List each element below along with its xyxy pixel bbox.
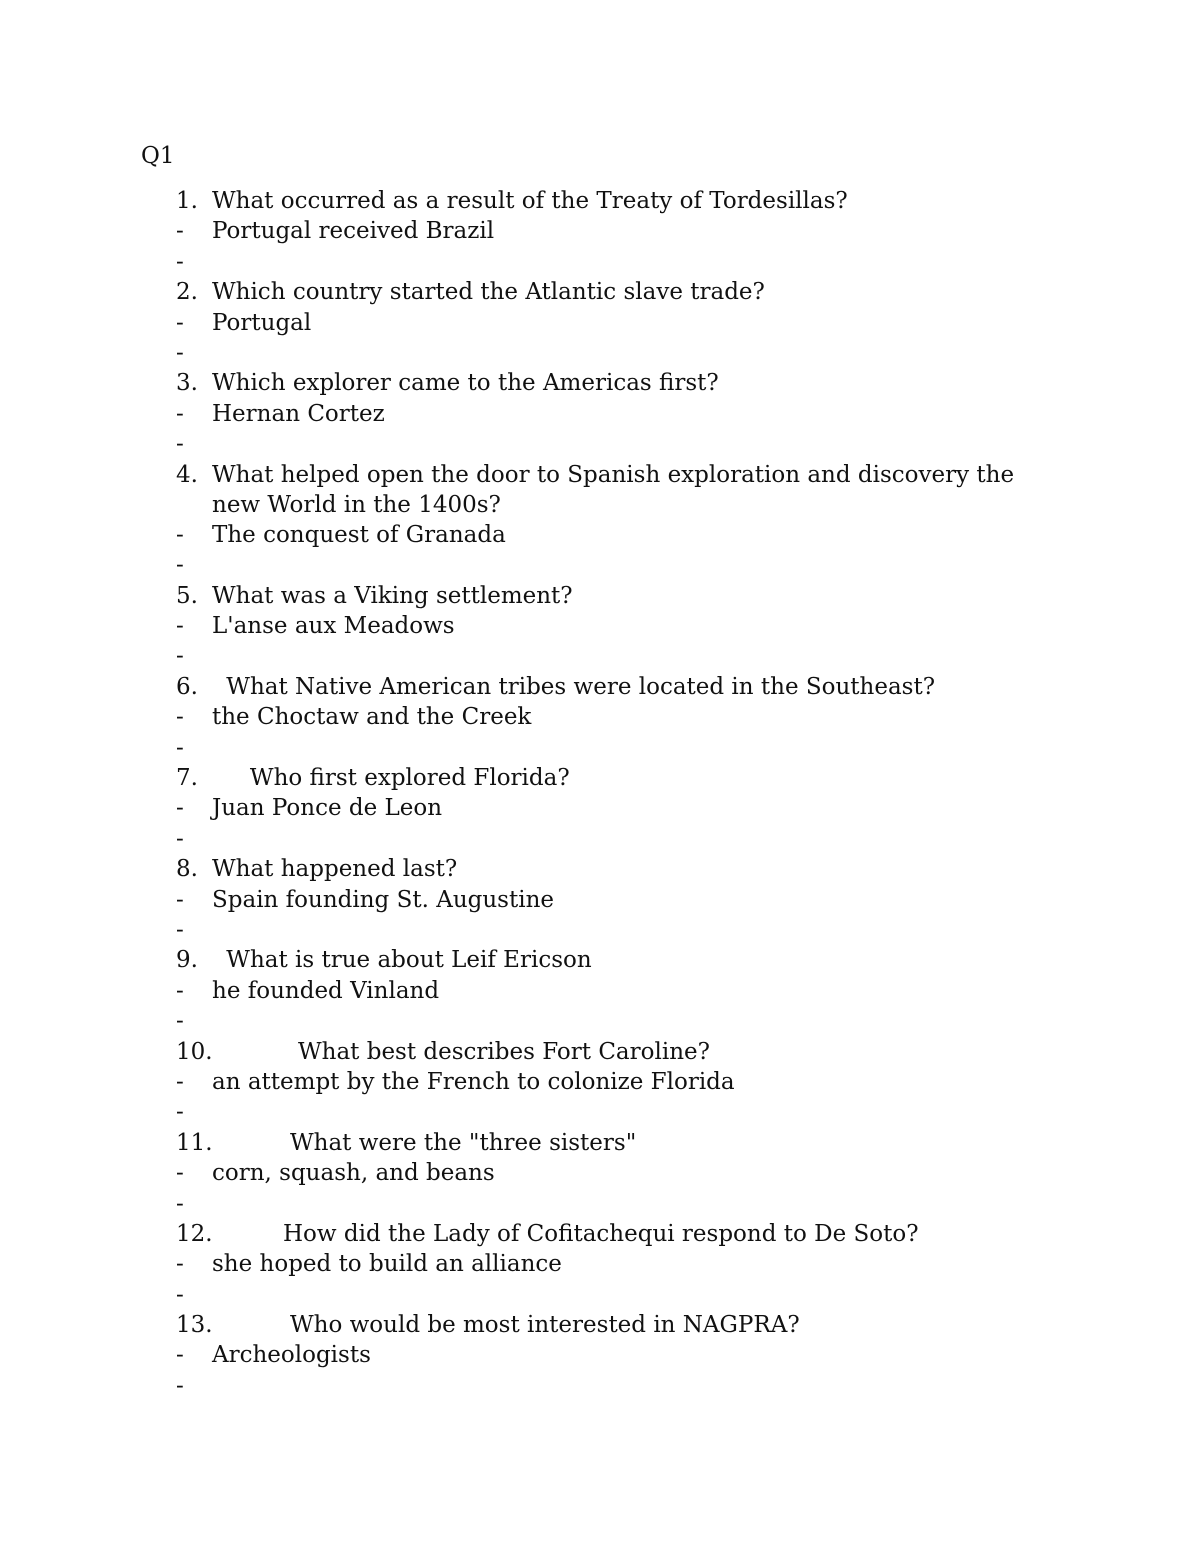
question-number: 3. xyxy=(176,370,198,397)
empty-bullet-line xyxy=(0,641,1200,671)
question-line xyxy=(0,763,1200,793)
answer-bullet-dash: - xyxy=(176,1160,184,1187)
question-text: What happened last? xyxy=(212,856,458,883)
empty-bullet-line xyxy=(0,550,1200,580)
empty-bullet-dash: - xyxy=(176,339,184,366)
question-text-continuation: new World in the 1400s? xyxy=(212,491,501,518)
question-text: What is true about Leif Ericson xyxy=(219,947,592,974)
answer-bullet-dash: - xyxy=(176,521,184,548)
empty-bullet-line xyxy=(0,915,1200,945)
empty-bullet-line xyxy=(0,247,1200,277)
question-text: What was a Viking settlement? xyxy=(212,582,573,609)
answer-bullet-dash: - xyxy=(176,704,184,731)
answer-line xyxy=(0,1067,1200,1097)
question-line xyxy=(0,945,1200,975)
answer-text: Portugal xyxy=(212,309,312,336)
answer-bullet-dash: - xyxy=(176,1068,184,1095)
question-number: 10. xyxy=(176,1038,213,1065)
answer-line xyxy=(0,520,1200,550)
empty-bullet-line xyxy=(0,824,1200,854)
question-line xyxy=(0,1037,1200,1067)
answer-text: Portugal received Brazil xyxy=(212,218,495,245)
question-text: What were the "three sisters" xyxy=(290,1129,637,1156)
question-number: 5. xyxy=(176,582,198,609)
empty-bullet-line xyxy=(0,1371,1200,1401)
empty-bullet-line xyxy=(0,338,1200,368)
answer-line xyxy=(0,1340,1200,1370)
answer-text: Archeologists xyxy=(212,1342,371,1369)
question-number: 12. xyxy=(176,1220,213,1247)
question-text: Who would be most interested in NAGPRA? xyxy=(290,1312,800,1339)
answer-text: he founded Vinland xyxy=(212,977,440,1004)
question-line xyxy=(0,1310,1200,1340)
question-text: Which explorer came to the Americas first? xyxy=(212,370,719,397)
answer-text: an attempt by the French to colonize Florida xyxy=(212,1068,735,1095)
answer-bullet-dash: - xyxy=(176,613,184,640)
question-text: What best describes Fort Caroline? xyxy=(298,1038,710,1065)
question-text: What Native American tribes were located in the Southeast? xyxy=(219,673,936,700)
answer-bullet-dash: - xyxy=(176,1342,184,1369)
empty-bullet-dash: - xyxy=(176,825,184,852)
answer-line xyxy=(0,308,1200,338)
question-number: 4. xyxy=(176,461,198,488)
question-line xyxy=(0,672,1200,702)
answer-line xyxy=(0,399,1200,429)
question-number: 8. xyxy=(176,856,198,883)
question-line xyxy=(0,460,1200,490)
answer-line xyxy=(0,216,1200,246)
question-number: 9. xyxy=(176,947,198,974)
empty-bullet-dash: - xyxy=(176,1099,184,1126)
qa-list xyxy=(0,186,1200,1401)
question-text: Who first explored Florida? xyxy=(228,765,570,792)
question-line xyxy=(0,1128,1200,1158)
empty-bullet-line xyxy=(0,1006,1200,1036)
question-line xyxy=(0,368,1200,398)
answer-bullet-dash: - xyxy=(176,1251,184,1278)
empty-bullet-dash: - xyxy=(176,1281,184,1308)
question-text: What helped open the door to Spanish exploration and discovery the xyxy=(212,461,1015,488)
empty-bullet-dash: - xyxy=(176,734,184,761)
empty-bullet-dash: - xyxy=(176,552,184,579)
answer-text: she hoped to build an alliance xyxy=(212,1251,562,1278)
answer-text: corn, squash, and beans xyxy=(212,1160,495,1187)
question-number: 13. xyxy=(176,1312,213,1339)
answer-bullet-dash: - xyxy=(176,795,184,822)
empty-bullet-dash: - xyxy=(176,248,184,275)
question-line xyxy=(0,581,1200,611)
answer-line xyxy=(0,1249,1200,1279)
answer-line xyxy=(0,702,1200,732)
answer-bullet-dash: - xyxy=(176,977,184,1004)
empty-bullet-line xyxy=(0,1189,1200,1219)
answer-text: the Choctaw and the Creek xyxy=(212,704,532,731)
question-text: How did the Lady of Cofitachequi respond to De Soto? xyxy=(283,1220,919,1247)
answer-bullet-dash: - xyxy=(176,218,184,245)
empty-bullet-dash: - xyxy=(176,431,184,458)
empty-bullet-dash: - xyxy=(176,916,184,943)
question-line xyxy=(0,277,1200,307)
question-number: 6. xyxy=(176,673,198,700)
empty-bullet-line xyxy=(0,733,1200,763)
answer-text: L'anse aux Meadows xyxy=(212,613,455,640)
answer-line xyxy=(0,793,1200,823)
question-number: 1. xyxy=(176,188,198,214)
question-number: 2. xyxy=(176,279,198,306)
empty-bullet-dash: - xyxy=(176,643,184,670)
document-heading: Q1 xyxy=(141,143,175,169)
question-number: 7. xyxy=(176,765,198,792)
question-text: What occurred as a result of the Treaty of Tordesillas? xyxy=(212,188,848,214)
answer-bullet-dash: - xyxy=(176,309,184,336)
answer-line xyxy=(0,611,1200,641)
answer-bullet-dash: - xyxy=(176,400,184,427)
empty-bullet-line xyxy=(0,1280,1200,1310)
empty-bullet-line xyxy=(0,1097,1200,1127)
empty-bullet-dash: - xyxy=(176,1008,184,1035)
answer-line xyxy=(0,976,1200,1006)
question-number: 11. xyxy=(176,1129,213,1156)
empty-bullet-dash: - xyxy=(176,1372,184,1399)
empty-bullet-line xyxy=(0,429,1200,459)
question-line xyxy=(0,1219,1200,1249)
answer-line xyxy=(0,1158,1200,1188)
question-continuation-line xyxy=(0,490,1200,520)
question-line xyxy=(0,186,1200,216)
answer-text: Spain founding St. Augustine xyxy=(212,886,554,913)
answer-text: Hernan Cortez xyxy=(212,400,385,427)
answer-text: Juan Ponce de Leon xyxy=(212,795,443,822)
answer-text: The conquest of Granada xyxy=(212,521,506,548)
empty-bullet-dash: - xyxy=(176,1190,184,1217)
question-text: Which country started the Atlantic slave trade? xyxy=(212,279,765,306)
answer-line xyxy=(0,885,1200,915)
question-line xyxy=(0,854,1200,884)
answer-bullet-dash: - xyxy=(176,886,184,913)
